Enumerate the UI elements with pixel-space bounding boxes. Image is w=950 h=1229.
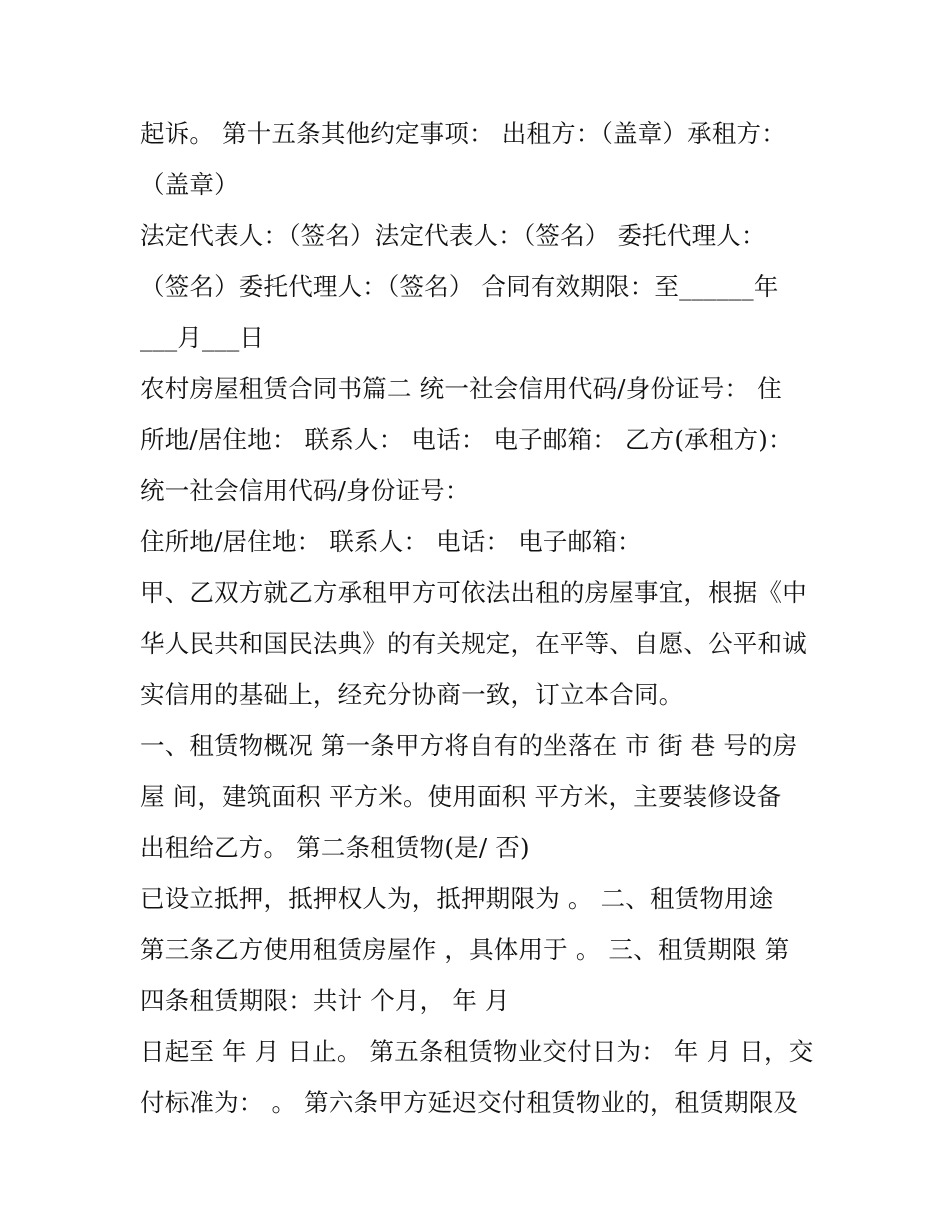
text-line-5: ___月___日 [140,323,265,352]
text-line-10: 甲、乙双方就乙方承租甲方可依法出租的房屋事宜，根据《中 [140,578,807,607]
contract-text [140,108,830,1128]
text-line-16: 已设立抵押，抵押权人为，抵押期限为 。 二、租赁物用途 [140,884,774,913]
text-line-9: 住所地/居住地： 联系人： 电话： 电子邮箱： [140,527,642,556]
text-line-4: （签名）委托代理人：（签名） 合同有效期限：至______年 [140,272,779,301]
text-line-12: 实信用的基础上，经充分协商一致，订立本合同。 [140,680,684,709]
text-line-6: 农村房屋租赁合同书篇二 统一社会信用代码/身份证号： 住 [140,374,782,403]
text-line-7: 所地/居住地： 联系人： 电话： 电子邮箱： 乙方(承租方)： [140,425,793,454]
text-line-2: （盖章） [140,170,239,199]
text-line-1: 起诉。 第十五条其他约定事项： 出租方：（盖章）承租方： [140,119,786,148]
text-line-20: 付标准为： 。 第六条甲方延迟交付租赁物业的，租赁期限及 [140,1088,799,1117]
text-line-3: 法定代表人：（签名）法定代表人：（签名） 委托代理人： [140,221,766,250]
text-line-17: 第三条乙方使用租赁房屋作 ，具体用于 。 三、租赁期限 第 [140,935,790,964]
text-line-11: 华人民共和国民法典》的有关规定，在平等、自愿、公平和诚 [140,629,807,658]
text-line-18: 四条租赁期限：共计 个月， 年 月 [140,986,510,1015]
text-line-19: 日起至 年 月 日止。 第五条租赁物业交付日为： 年 月 日，交 [140,1037,814,1066]
text-line-14: 屋 间，建筑面积 平方米。使用面积 平方米，主要装修设备 [140,782,782,811]
text-line-15: 出租给乙方。 第二条租赁物(是/ 否) [140,833,530,862]
text-line-8: 统一社会信用代码/身份证号： [140,476,470,505]
text-line-13: 一、租赁物概况 第一条甲方将自有的坐落在 市 街 巷 号的房 [140,731,798,760]
